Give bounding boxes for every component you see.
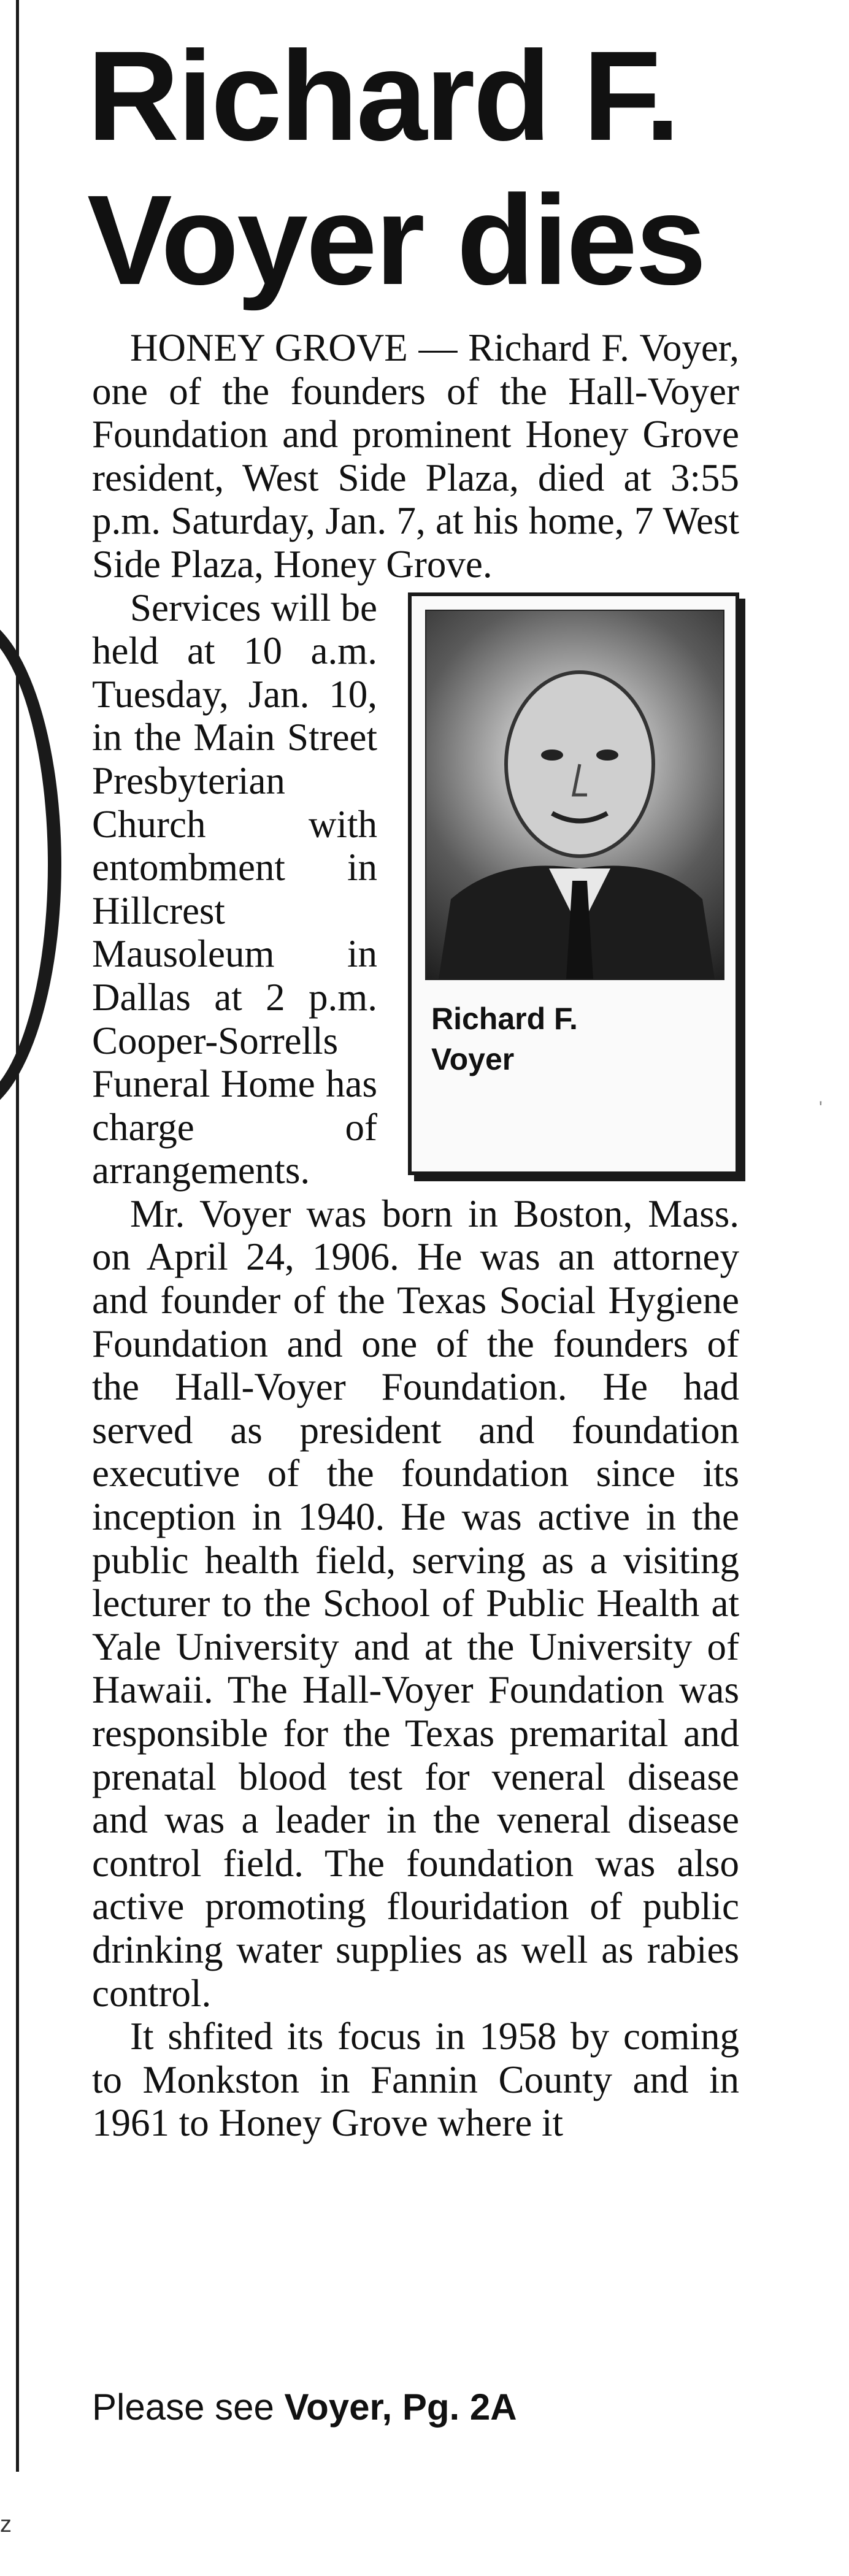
headline-line-2: Voyer dies	[87, 169, 705, 312]
paragraph-lead	[92, 326, 739, 586]
continuation-line	[92, 2386, 517, 2428]
headline-line-1: Richard F.	[87, 25, 678, 167]
portrait-silhouette-icon	[426, 611, 723, 979]
photo-caption	[425, 999, 722, 1079]
article-body	[92, 326, 739, 2145]
history-text: It shfited its focus in 1958 by coming to Monkston in Fannin County and in 1961 to Honey Grove where it	[92, 2015, 739, 2145]
stray-mark: '	[819, 1098, 823, 1118]
lead-text: HONEY GROVE — Richard F. Voyer, one of the founders of the Hall-Voyer Foundation and prominent Honey Grove resident, West Side Plaza, died at 3:55 p.m. Saturday, Jan. 7, at his home, 7 West Side Plaza, Honey Grove.	[92, 326, 739, 586]
caption-line-1: Richard F.	[431, 1001, 578, 1036]
photo-box	[408, 592, 739, 1175]
biography-text: Mr. Voyer was born in Boston, Mass. on April 24, 1906. He was an attorney and founder of the Texas Social Hygiene Foundation and one of the founders of the Hall-Voyer Foundation. He had served as president and foundation executive of the foundation since its inception in 1940. He was active in the public health field, serving as a visiting lecturer to the School of Public Health at Yale University and at the University of Hawaii. The Hall-Voyer Foundation was responsible for the Texas premarital and prenatal blood test for veneral disease and was a leader in the veneral disease control field. The foundation was also active promoting flouridation of public drinking water supplies as well as rabies control.	[92, 1192, 739, 2015]
paragraph-biography	[92, 1192, 739, 2015]
headline	[87, 25, 739, 313]
obituary-article	[87, 25, 739, 2145]
paragraph-history	[92, 2015, 739, 2145]
services-text: Services will be held at 10 a.m. Tuesday, Jan. 10, in the Main Street Presbyterian Church with entombment in Hillcrest Mausoleum in Dallas at 2 p.m. Cooper-Sorrells Funeral Home has charge of arrangements.	[92, 586, 377, 1192]
continuation-target: Voyer, Pg. 2A	[284, 2386, 517, 2428]
corner-mark: z	[0, 2512, 12, 2537]
caption-line-2: Voyer	[431, 1041, 515, 1076]
adjacent-clipping-arc	[0, 613, 61, 1116]
continuation-prefix: Please see	[92, 2386, 285, 2428]
portrait-photo-icon	[425, 610, 724, 980]
clipping-border	[16, 0, 19, 2472]
